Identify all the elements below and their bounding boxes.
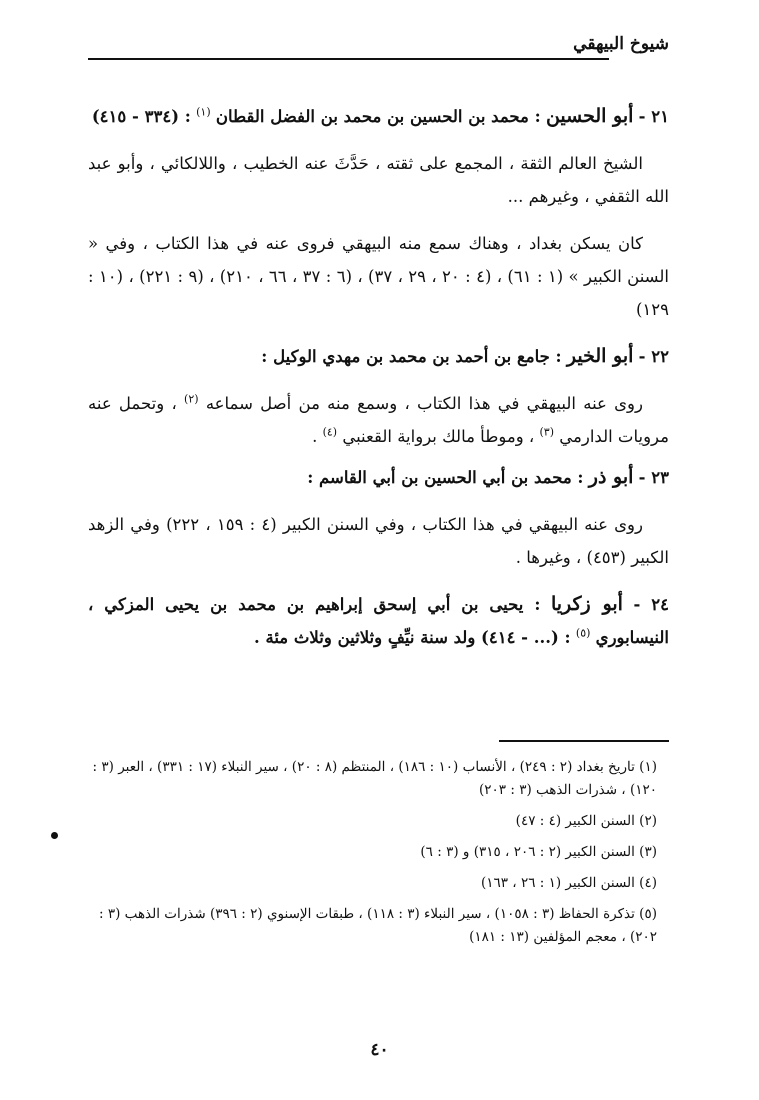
footnote-1: (١) تاريخ بغداد (٢ : ٢٤٩) ، الأنساب (١٠ : ١٨٦) ، المنتظم (٨ : ٢٠) ، سير النبلاء (١٧ : ٣٣١) ، العبر (٣ : ١٢٠) ، شذرات الذهب (٣ : ٢٠٣) (92, 759, 657, 798)
footnote-ref: (٤) (322, 425, 338, 439)
entry-kunya: أبو ذر (588, 466, 634, 488)
paragraph-text: . (312, 427, 318, 446)
footnote-ref: (٢) (184, 392, 199, 406)
footnote-3: (٣) السنن الكبير (٢ : ٢٠٦ ، ٣١٥) و (٣ : ٦) (420, 844, 657, 860)
entry-24-heading (88, 588, 669, 654)
entry-number: ٢٢ - (638, 347, 669, 366)
entry-number: ٢١ - (638, 107, 669, 126)
entry-name: : محمد بن الحسين بن محمد بن الفضل القطان (215, 107, 541, 126)
paragraph-text: ، وتحمل عنه مرويات الدارمي (88, 394, 669, 446)
footnote-4: (٤) السنن الكبير (١ : ٢٦ ، ١٦٣) (480, 875, 657, 891)
footnotes (88, 756, 669, 957)
entry-name: : محمد بن أبي الحسين بن أبي القاسم : (307, 468, 584, 487)
entry-23-heading (88, 461, 669, 494)
footnote-ref: (١) (196, 105, 211, 119)
paragraph-text: روى عنه البيهقي في هذا الكتاب ، وسمع منه من أصل سماعه (205, 394, 643, 413)
footnote-rule (499, 740, 669, 742)
entry-22-paragraph-1 (88, 387, 669, 453)
entry-23-paragraph-1: روى عنه البيهقي في هذا الكتاب ، وفي السنن الكبير (٤ : ١٥٩ ، ٢٢٢) وفي الزهد الكبير (٤٥٣) ، وغيرها . (88, 515, 669, 567)
paragraph-text: ، وموطأ مالك برواية القعنبي (342, 427, 535, 446)
header-rule (88, 58, 609, 60)
entry-name: : جامع بن أحمد بن محمد بن مهدي الوكيل : (261, 347, 562, 366)
entry-number: ٢٤ - (633, 595, 670, 614)
entry-dates: : (... - ٤١٤) ولد سنة نيِّفٍ وثلاثين وثلاث مئة . (253, 628, 571, 647)
entry-number: ٢٣ - (638, 468, 669, 487)
page-number: ٤٠ (370, 1040, 389, 1060)
entry-kunya: أبو زكريا (550, 593, 623, 615)
entry-21-heading (88, 100, 669, 133)
entry-name: : يحيى بن أبي إسحق إبراهيم بن محمد بن يحيى المزكي ، النيسابوري (88, 595, 669, 647)
entry-21-paragraph-2: كان يسكن بغداد ، وهناك سمع منه البيهقي فروى عنه في هذا الكتاب ، وفي « السنن الكبير » (١ : ٦١) ، (٤ : ٢٠ ، ٢٩ ، ٣٧) ، (٦ : ٣٧ ، ٦٦ ، ٢١٠) ، (٩ : ٢٢١) ، (١٠ : ١٢٩) (88, 234, 669, 319)
scan-mark (51, 832, 58, 839)
entry-kunya: أبو الخير (566, 345, 634, 367)
entry-22-heading (88, 340, 669, 373)
footnote-2: (٢) السنن الكبير (٤ : ٤٧) (515, 813, 657, 829)
footnote-ref: (٥) (575, 626, 591, 640)
footnote-5: (٥) تذكرة الحفاظ (٣ : ١٠٥٨) ، سير النبلاء (٣ : ١١٨) ، طبقات الإسنوي (٢ : ٣٩٦) شذرات الذهب (٣ : ٢٠٢) ، معجم المؤلفين (١٣ : ١٨١) (99, 906, 657, 945)
entry-21-paragraph-1: الشيخ العالم الثقة ، المجمع على ثقته ، حَدَّثَ عنه الخطيب ، واللالكائي ، وأبو عبد الله الثقفي ، وغيرهم ... (88, 154, 669, 206)
entry-kunya: أبو الحسين (545, 105, 634, 127)
main-text (88, 100, 669, 654)
running-head: شيوخ البيهقي (573, 34, 669, 54)
footnote-ref: (٣) (539, 425, 555, 439)
entry-dates: : (٣٣٤ - ٤١٥) (91, 107, 191, 126)
